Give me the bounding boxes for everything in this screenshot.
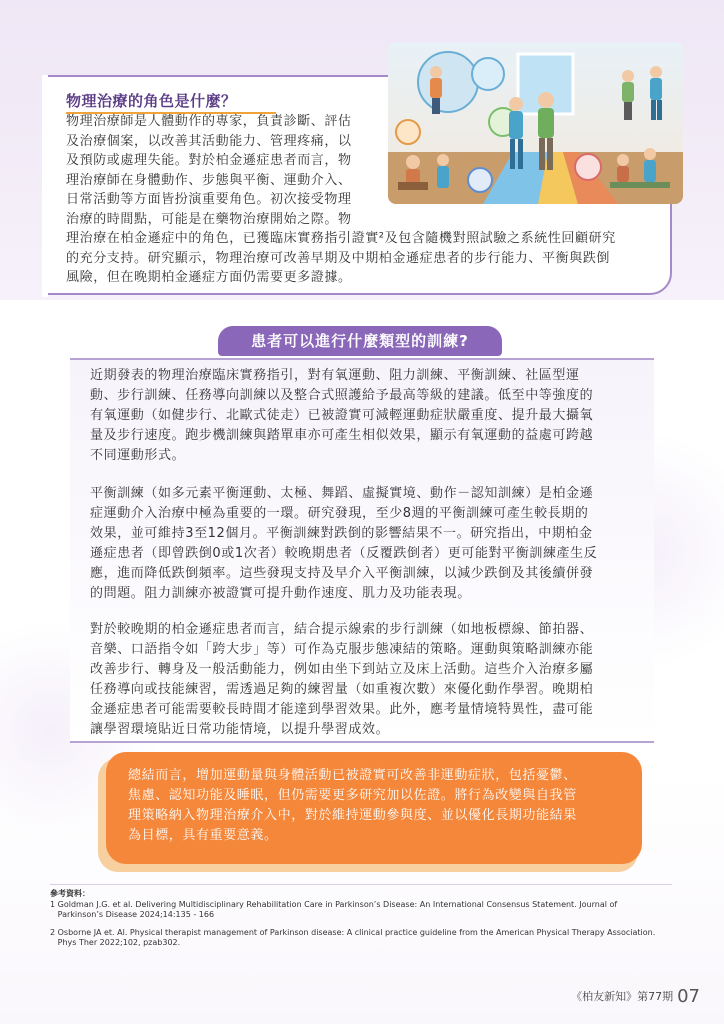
training-p3-line-6: 讓學習環境貼近日常功能情境，以提升學習成效。: [90, 722, 390, 737]
reference-1: 1 Goldman J.G. et al. Delivering Multidisciplinary Rehabilitation Care in Parkinson’s Disease: An International Consensus Statement. Journal of: [50, 899, 618, 909]
role-line-7: 理治療在柏金遜症中的角色，已獲臨床實務指引證實²及包含隨機對照試驗之系統性回顧研究: [66, 231, 616, 246]
training-p1-line-2: 動、步行訓練、任務導向訓練以及整合式照護給予最高等級的建議。低至中等強度的: [90, 388, 594, 403]
section-rule-bottom: [70, 741, 654, 743]
training-p2-line-1: 平衡訓練（如多元素平衡運動、太極、舞蹈、虛擬實境、動作－認知訓練）是柏金遜: [90, 486, 594, 501]
role-line-9: 風險，但在晚期柏金遜症方面仍需要更多證據。: [66, 270, 352, 285]
role-line-3: 及預防或處理失能。對於柏金遜症患者而言，物: [66, 153, 352, 168]
reference-2-cont: Phys Ther 2022;102, pzab302.: [50, 938, 181, 947]
role-line-2: 及治療個案，以改善其活動能力、管理疼痛，以: [66, 133, 352, 149]
publication-name: 《柏友新知》第77期: [571, 990, 674, 1003]
training-p1-line-4: 量及步行速度。跑步機訓練與踏單車亦可產生相似效果，顯示有氧運動的益處可跨越: [90, 428, 594, 443]
page-number: 07: [677, 986, 700, 1007]
training-p3-line-3: 改善步行、轉身及一般活動能力，例如由坐下到站立及床上活動。這些介入治療多屬: [90, 662, 594, 677]
role-line-6: 治療的時間點，可能是在藥物治療開始之際。物: [66, 211, 352, 227]
references-heading: 參考資料：: [50, 889, 90, 898]
role-line-5: 日常活動等方面皆扮演重要角色。初次接受物理: [66, 192, 352, 207]
role-line-1: 物理治療師是人體動作的專家，負責診斷、評估: [66, 114, 352, 129]
training-p3-line-2: 音樂、口語指令如「跨大步」等）可作為克服步態凍結的策略。運動與策略訓練亦能: [90, 642, 594, 657]
training-p1-line-5: 不同運動形式。: [90, 448, 186, 463]
role-line-8: 的充分支持。研究顯示，物理治療可改善早期及中期柏金遜症患者的步行能力、平衡與跌倒: [66, 250, 611, 266]
summary-line-1: 總結而言，增加運動量與身體活動已被證實可改善非運動症狀，包括憂鬱、: [128, 768, 577, 783]
physiotherapy-illustration-image: [388, 42, 683, 204]
reference-2: 2 Osborne JA et. Al. Physical therapist management of Parkinson disease: A clinical practice guideline from the American Physical Therapy Association.: [50, 927, 656, 937]
training-p1-line-1: 近期發表的物理治療臨床實務指引，對有氧運動、阻力訓練、平衡訓練、社區型運: [90, 368, 580, 383]
training-p3-line-4: 任務導向或技能練習，需透過足夠的練習量（如重複次數）來優化動作學習。晚期柏: [90, 682, 594, 697]
training-p1-line-3: 有氧運動（如健步行、北歐式徒走）已被證實可減輕運動症狀嚴重度、提升最大攝氧: [90, 408, 594, 423]
references-divider: [50, 884, 672, 885]
role-line-4: 理治療師在身體動作、步態與平衡、運動介入、: [66, 172, 352, 188]
training-p2-line-3: 效果，並可維持3至12個月。平衡訓練對跌倒的影響結果不一。研究指出，中期柏金: [90, 526, 593, 541]
references: [50, 889, 676, 949]
training-p2-line-4: 遜症患者（即曾跌倒0或1次者）較晚期患者（反覆跌倒者）更可能對平衡訓練產生反: [90, 546, 598, 561]
training-p3-line-5: 金遜症患者可能需要較長時間才能達到學習效果。此外，應考量情境特異性，盡可能: [90, 702, 594, 717]
reference-1-cont: Parkinson’s Disease 2024;14:135 - 166: [50, 910, 215, 919]
role-section-title: 物理治療的角色是什麼？: [66, 92, 237, 110]
physiotherapy-illustration: [388, 42, 683, 204]
training-section-title: 患者可以進行什麼類型的訓練?: [218, 326, 502, 356]
summary-line-4: 為目標，具有重要意義。: [128, 828, 278, 843]
training-p2-line-5: 應，進而降低跌倒頻率。這些發現支持及早介入平衡訓練，以減少跌倒及其後續併發: [90, 566, 594, 581]
summary-line-2: 焦慮、認知功能及睡眠，但仍需要更多研究加以佐證。將行為改變與自我管: [128, 788, 577, 803]
summary-box: [106, 752, 642, 864]
page-footer: [571, 986, 700, 1007]
summary-line-3: 理策略納入物理治療介入中，對於維持運動參與度、並以優化長期功能結果: [128, 808, 577, 823]
training-p2-line-2: 症運動介入治療中極為重要的一環。研究發現，至少8週的平衡訓練可產生較長期的: [90, 506, 589, 521]
training-p3-line-1: 對於較晚期的柏金遜症患者而言，結合提示線索的步行訓練（如地板標線、節拍器、: [90, 622, 594, 637]
training-p2-line-6: 的問題。阻力訓練亦被證實可提升動作速度、肌力及功能表現。: [90, 586, 471, 601]
section-rule-top: [70, 358, 654, 360]
